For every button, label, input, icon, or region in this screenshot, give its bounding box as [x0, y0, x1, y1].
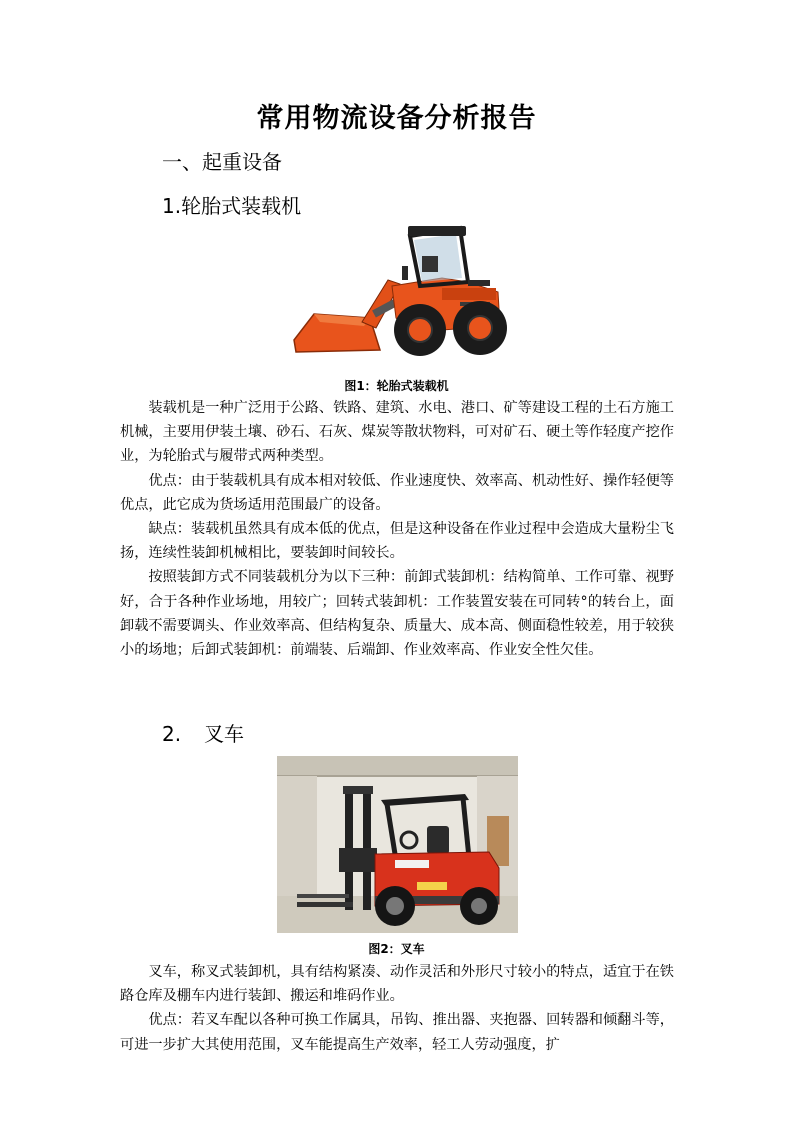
loader-text-block [120, 396, 674, 662]
subsection-heading-wheel-loader: 1.轮胎式装载机 [162, 194, 302, 218]
figure-2-caption: 图2：叉车 [368, 942, 425, 956]
subsection-number: 2. [162, 722, 182, 746]
forklift-advantages-paragraph: 优点：若叉车配以各种可换工作属具，吊钩、推出器、夹抱器、回转器和倾翻斗等，可进一步扩大其使用范围，叉车能提高生产效率，轻工人劳动强度，扩 [120, 1012, 674, 1053]
loader-types-paragraph: 按照装卸方式不同装载机分为以下三种：前卸式装卸机：结构简单、工作可靠、视野好，合于各种作业场地，用较广；回转式装卸机：工作装置安装在可同转°的转台上，面卸载不需要调头、作业效率高、但结构复杂、质量大、成本高、侧面稳性较差，用于较狭小的场地；后卸式装卸机：前端装、后端卸、作业效率高、作业安全性欠佳。 [120, 569, 674, 659]
figure-wheel-loader [292, 222, 514, 360]
forklift-paragraph: 叉车，称叉式装卸机，具有结构紧凑、动作灵活和外形尺寸较小的特点，适宜于在铁路仓库及棚车内进行装卸、搬运和堆码作业。 [120, 964, 674, 1005]
loader-paragraph: 装载机是一种广泛用于公路、铁路、建筑、水电、港口、矿等建设工程的土石方施工机械，主要用伊装土壤、砂石、石灰、煤炭等散状物料，可对矿石、硬土等作轻度产挖作业，为轮胎式与履带式两种类型。 [120, 400, 674, 465]
subsection-label: 叉车 [204, 722, 244, 746]
figure-1-caption: 图1：轮胎式装载机 [344, 379, 449, 393]
forklift-photo [277, 756, 518, 933]
loader-disadvantages-paragraph: 缺点：装载机虽然具有成本低的优点，但是这种设备在作业过程中会造成大量粉尘飞扬，连续性装卸机械相比，要装卸时间较长。 [120, 521, 674, 562]
section-heading-lifting-equipment: 一、起重设备 [162, 150, 282, 174]
subsection-heading-forklift [162, 718, 244, 747]
wheel-loader-photo [292, 222, 514, 360]
forklift-text-block [120, 960, 674, 1057]
loader-advantages-paragraph: 优点：由于装载机具有成本相对较低、作业速度快、效率高、机动性好、操作轻便等优点，此它成为货场适用范围最广的设备。 [120, 472, 674, 513]
document-title: 常用物流设备分析报告 [256, 103, 537, 134]
figure-forklift [277, 756, 518, 933]
